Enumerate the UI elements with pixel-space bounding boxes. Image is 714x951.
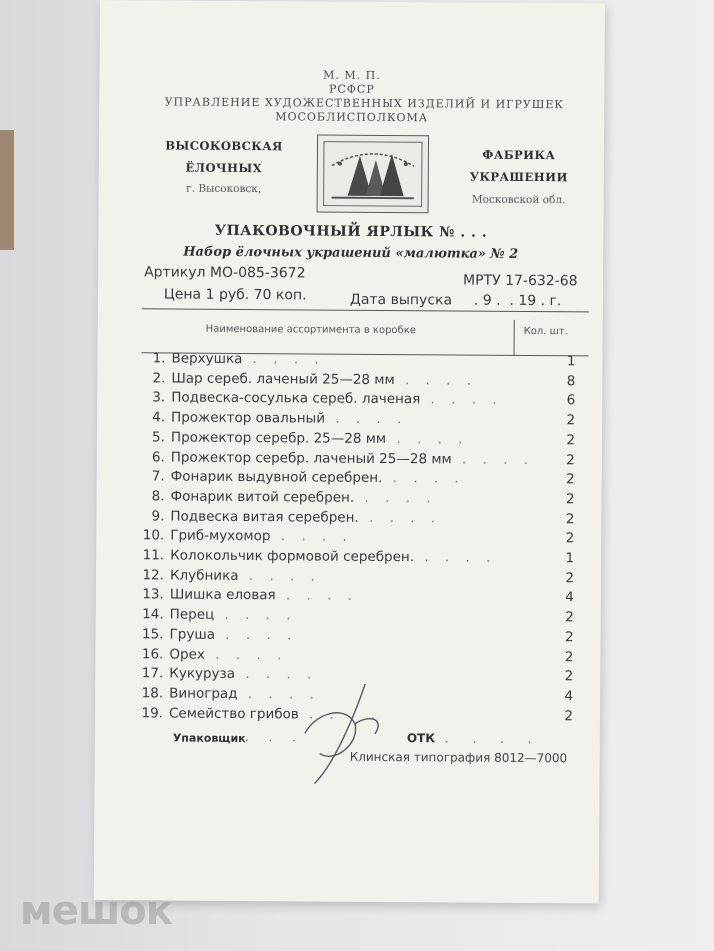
leader-dots: . . . . — [451, 450, 535, 468]
item-quantity: 4 — [565, 589, 574, 606]
packer-label: Упаковщик — [172, 731, 246, 746]
item-number: 9. — [151, 507, 165, 525]
leader-dots: . . . . — [204, 646, 288, 663]
leader-dots: . . . . — [358, 509, 442, 526]
leader-dots: . . . . — [414, 549, 497, 566]
right-line-1: ФАБРИКА — [482, 147, 556, 163]
leader-dots: . . . . — [214, 626, 298, 644]
item-quantity: 2 — [564, 707, 574, 724]
item-number: 14. — [142, 606, 164, 623]
item-quantity: 2 — [566, 432, 575, 449]
item-quantity: 2 — [565, 510, 575, 527]
item-name: Шар сереб. лаченый 25—28 мм — [171, 370, 395, 388]
leader-dots: . . . . — [324, 410, 408, 428]
item-name: Колокольчик формовой серебрен. — [170, 547, 415, 566]
item-number: 16. — [141, 645, 164, 662]
item-number: 13. — [142, 586, 164, 603]
right-line-3: Московской обл. — [471, 193, 566, 207]
column-header-qty: Кол. шт. — [523, 325, 568, 338]
handwritten-signature-icon — [274, 673, 415, 794]
item-number: 15. — [142, 626, 164, 643]
item-number: 10. — [142, 527, 165, 544]
item-number: 1. — [152, 350, 166, 367]
item-number: 2. — [152, 370, 166, 387]
item-quantity: 1 — [565, 550, 575, 567]
item-name: Прожектор овальный — [171, 409, 326, 427]
factory-name-left — [159, 138, 289, 195]
item-quantity: 4 — [564, 688, 574, 705]
item-number: 5. — [152, 429, 166, 446]
otk-dots: . . . . — [444, 731, 542, 747]
item-name: Семейство грибов — [168, 705, 299, 722]
left-line-2: ЁЛОЧНЫХ — [185, 160, 263, 176]
item-name: Перец — [169, 606, 215, 623]
item-name: Подвеска-сосулька сереб. лаченая — [171, 389, 421, 408]
leader-dots: . . . . — [237, 685, 320, 703]
leader-dots: . . . . — [238, 567, 321, 585]
item-number: 8. — [151, 488, 165, 505]
item-number: 6. — [151, 448, 165, 465]
leader-dots: . . . . — [394, 371, 478, 389]
column-header-name: Наименование ассортимента в коробке — [205, 323, 416, 337]
leader-dots: . . . . — [214, 606, 297, 624]
item-number: 11. — [142, 547, 165, 564]
item-number: 7. — [151, 468, 165, 485]
item-quantity: 2 — [564, 648, 574, 665]
item-number: 18. — [141, 685, 164, 702]
item-name: Подвеска витая серебрен. — [170, 508, 359, 526]
leader-dots: . . . . — [382, 470, 465, 487]
printer-imprint: Клинская типография 8012—7000 — [349, 749, 568, 766]
item-quantity: 2 — [566, 471, 575, 488]
item-number: 4. — [152, 409, 166, 426]
item-quantity: 2 — [565, 491, 575, 508]
leader-dots: . . . . — [242, 351, 325, 368]
leader-dots: . . . . — [420, 391, 503, 409]
item-name: Виноград — [169, 685, 238, 702]
item-quantity: 2 — [565, 530, 575, 547]
item-quantity: 2 — [566, 412, 576, 429]
item-number: 3. — [152, 389, 166, 406]
item-name: Гриб-мухомор — [170, 527, 271, 545]
item-number: 17. — [141, 665, 164, 682]
item-quantity: 2 — [564, 629, 574, 646]
item-name: Кукуруза — [169, 665, 236, 683]
factory-name-right — [454, 147, 584, 206]
left-line-1: ВЫСОКОВСКАЯ — [165, 138, 283, 154]
column-divider — [514, 320, 515, 356]
right-line-2: УКРАШЕНИИ — [469, 169, 568, 185]
header-line-rsfsr: РСФСР — [328, 82, 375, 96]
item-name: Клубника — [169, 567, 239, 584]
item-quantity: 2 — [566, 451, 575, 468]
item-name: Прожектор серебр. 25—28 мм — [170, 429, 387, 447]
item-name: Орех — [169, 646, 205, 663]
item-name: Шишка еловая — [169, 586, 276, 604]
item-name: Груша — [169, 626, 216, 643]
item-quantity: 1 — [566, 353, 576, 370]
leader-dots: . . . . — [234, 666, 318, 683]
set-name: Набор ёлочных украшений «малютка» № 2 — [183, 244, 519, 262]
leader-dots: . . . . — [298, 705, 382, 723]
release-date-label: Дата выпуска — [349, 291, 453, 309]
left-line-3: г. Высоковск, — [186, 182, 262, 196]
item-name: Фонарик витой серебрен. — [170, 488, 355, 506]
cardboard-edge — [0, 130, 14, 250]
item-quantity: 8 — [566, 372, 576, 390]
release-date-value: . 9 . ‌ . 19 . г. — [473, 292, 562, 310]
article-number: Артикул МО-085-3672 — [144, 264, 306, 282]
leader-dots: . . . . — [354, 489, 437, 507]
fir-tree-emblem-icon — [318, 136, 429, 213]
factory-emblem — [317, 135, 430, 214]
item-name: Фонарик выдувной серебрен. — [170, 468, 383, 487]
otk-label: ОТК — [406, 731, 436, 746]
item-quantity: 6 — [566, 392, 576, 409]
item-name: Верхушка — [171, 350, 243, 368]
mrtu-code: МРТУ 17-632-68 — [462, 272, 578, 290]
item-quantity: 2 — [565, 609, 574, 626]
header-line-mmp: М. М. П. — [323, 68, 381, 82]
item-quantity: 2 — [564, 668, 574, 685]
item-quantity: 2 — [565, 569, 575, 587]
leader-dots: . . . . — [275, 587, 359, 605]
header-line-directorate: УПРАВЛЕНИЕ ХУДОЖЕСТВЕННЫХ ИЗДЕЛИЙ И ИГРУШЕК — [164, 95, 564, 112]
packing-label-sheet — [94, 0, 605, 904]
site-watermark: мешок — [20, 888, 172, 934]
item-name: Прожектор серебр. лаченый 25—28 мм — [170, 449, 452, 467]
header-line-mosoblispolkom: МОСОБЛИСПОЛКОМА — [275, 110, 429, 125]
leader-dots: . . . . — [386, 430, 469, 448]
price: Цена 1 руб. 70 коп. — [163, 286, 307, 304]
item-number: 12. — [142, 566, 165, 584]
label-title: УПАКОВОЧНЫЙ ЯРЛЫК № . . . — [214, 222, 488, 241]
leader-dots: . . . . — [270, 528, 353, 546]
packer-dots: . . . — [244, 730, 304, 745]
item-number: 19. — [141, 704, 164, 722]
